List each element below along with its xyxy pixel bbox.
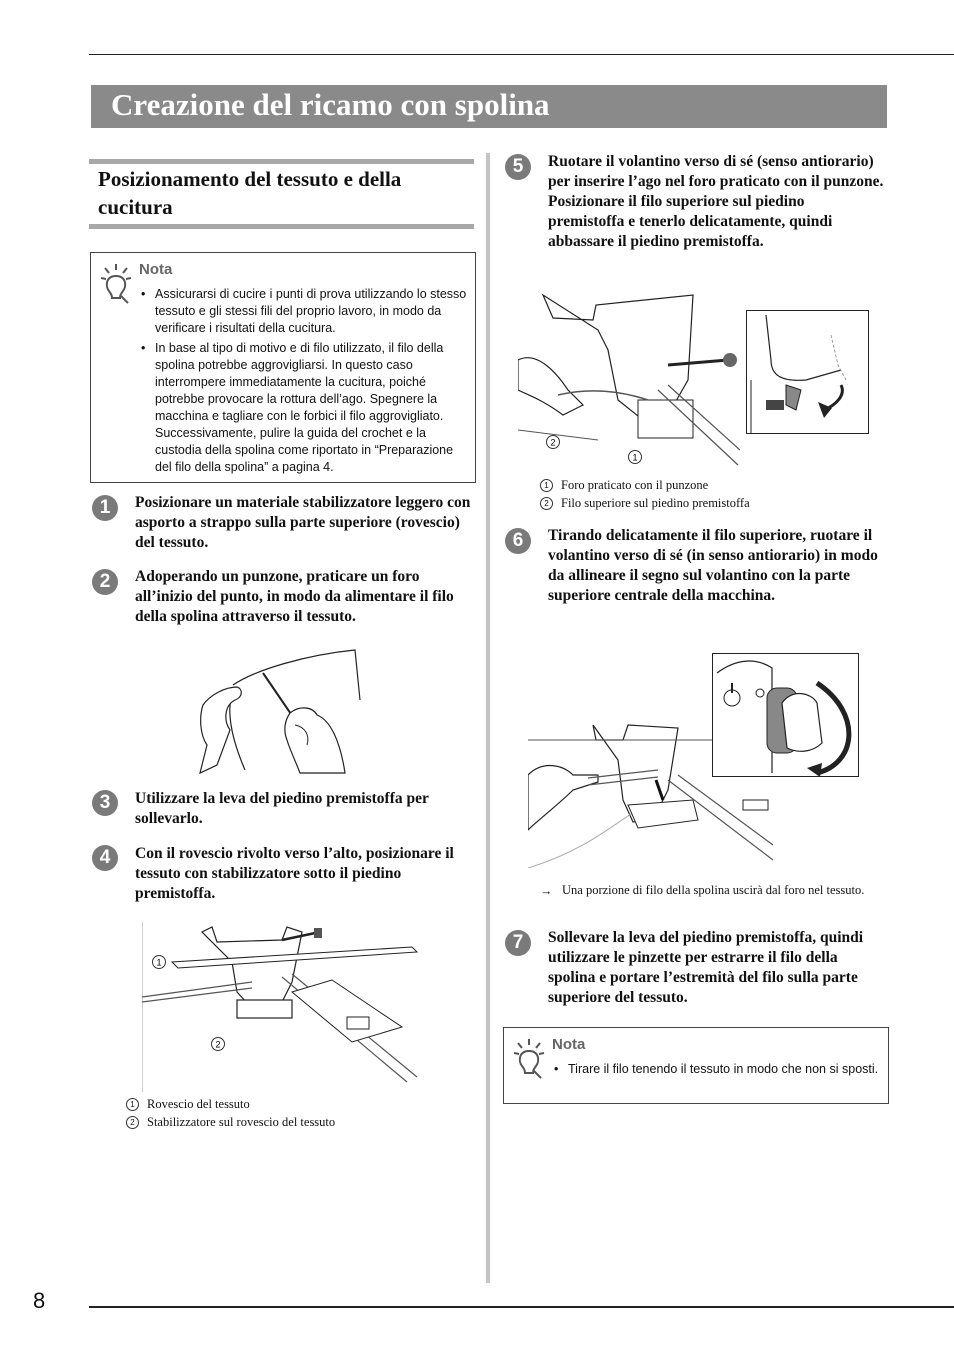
step-text-6: Tirando delicatamente il filo superiore, ruotare il volantino verso di sé (in senso antiorario) in modo da allineare il segno sul volantino con la parte superiore centrale della macchina. [548,527,878,604]
fabric-under-foot-illustration [142,922,422,1092]
step-number-5: 5 [505,154,531,180]
fig4-captions [126,1095,466,1131]
page-number: 8 [33,1288,46,1313]
caption-row: 1 Rovescio del tessuto [126,1095,466,1113]
step-number-2: 2 [92,569,118,595]
lightbulb-note-icon [100,262,132,304]
lightbulb-note-icon [513,1037,545,1079]
step-6-result [540,882,890,899]
note-item: • In base al tipo di motivo e di filo utilizzato, il filo della spolina potrebbe aggrovigliarsi. In questo caso interrompere immediatamente la cucitura, poiché potrebbe provocare la rottura dell’ago. Spegnere la macchina e tagliare con le forbici il filo aggrovigliato. Successivamente, pulire la guida del crochet e la custodia della spolina come riportato in “Preparazione del filo della spolina” a pagina 4. [139,340,469,476]
callout-2: 2 [215,1039,221,1050]
step-text-1: Posizionare un materiale stabilizzatore leggero con asporto a strappo sulla parte superiore (rovescio) del tessuto. [135,494,471,551]
callout-2: 2 [550,437,556,448]
page-title: Creazione del ricamo con spolina [111,87,550,122]
result-text: Una porzione di filo della spolina uscirà dal foro nel tessuto. [562,883,865,897]
step-number-1: 1 [92,495,118,521]
column-separator [486,153,490,1283]
caption-text: Rovescio del tessuto [147,1097,250,1111]
note-label: Nota [139,261,173,278]
presser-lever-inset [746,310,869,434]
result-arrow: → [540,884,553,898]
step-text-2: Adoperando un punzone, praticare un foro all’inizio del punto, in modo da alimentare il filo della spolina attraverso il tessuto. [135,568,454,625]
caption-text: Filo superiore sul piedino premistoffa [561,496,750,510]
needle-lowering-illustration [518,290,740,470]
caption-row: 1 Foro praticato con il punzone [540,476,890,494]
handwheel-inset [712,653,859,777]
section-heading: Posizionamento del tessuto e della cucitura [98,167,402,219]
note-list [552,1061,882,1081]
callout-1: 1 [156,957,162,968]
bottom-rule [89,1306,954,1308]
fig5-captions [540,476,890,512]
caption-text: Stabilizzatore sul rovescio del tessuto [147,1115,336,1129]
note-list [139,286,469,479]
page-title-bar [91,85,887,128]
note-label: Nota [552,1036,586,1053]
punch-illustration [195,645,365,775]
note-box [503,1027,889,1104]
caption-row: 2 Stabilizzatore sul rovescio del tessuto [126,1113,466,1131]
step-number-6: 6 [505,528,531,554]
callout-1: 1 [632,452,638,463]
step-text-3: Utilizzare la leva del piedino premistoffa per sollevarlo. [135,790,429,827]
step-number-4: 4 [92,845,118,871]
step-text-5: Ruotare il volantino verso di sé (senso antiorario) per inserire l’ago nel foro praticato con il punzone. Posizionare il filo superiore sul piedino premistoffa e tenerlo delicatamente, quindi abbassare il piedino premistoffa. [548,153,884,250]
caption-text: Foro praticato con il punzone [561,478,709,492]
caption-row: 2 Filo superiore sul piedino premistoffa [540,494,890,512]
top-rule [89,54,954,55]
step-text-7: Sollevare la leva del piedino premistoffa, quindi utilizzare le pinzette per estrarre il filo della spolina e portare l’estremità del filo sulla parte superiore del tessuto. [548,929,864,1006]
step-text-4: Con il rovescio rivolto verso l’alto, posizionare il tessuto con stabilizzatore sotto il piedino premistoffa. [135,845,454,902]
section-heading-top-bar [89,159,474,164]
step-number-3: 3 [92,790,118,816]
section-heading-bottom-bar [89,224,474,229]
section-heading-block [89,159,474,230]
step-number-7: 7 [505,930,531,956]
note-box [90,252,476,483]
note-item: • Tirare il filo tenendo il tessuto in modo che non si sposti. [552,1061,882,1078]
note-item: • Assicurarsi di cucire i punti di prova utilizzando lo stesso tessuto e gli stessi fili del proprio lavoro, in modo da verificare i risultati della cucitura. [139,286,469,337]
